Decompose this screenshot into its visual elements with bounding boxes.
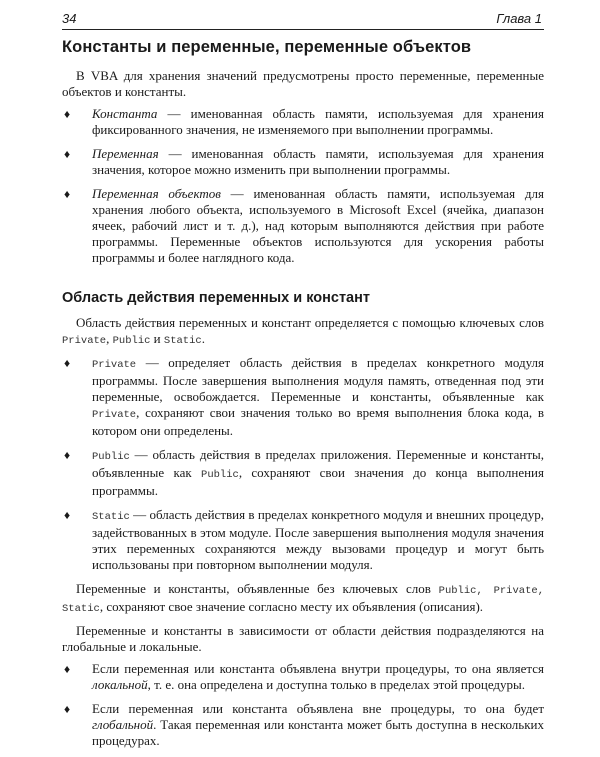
list-item: [62, 355, 544, 439]
chapter-label: Глава 1: [496, 11, 542, 26]
scopes-list: [62, 355, 544, 573]
keyword: Static: [163, 335, 202, 347]
diamond-bullet-icon: ♦: [64, 448, 71, 462]
definition-text: — именованная область памяти, используемая для хранения значения, которое можно изменить при выполнении программы.: [92, 146, 544, 177]
text: — область действия в пределах конкретного модуля и внешних процедур, задействованных в этом модуле. После завершения выполнения модуля значения этих переменных сохраняются между вызовами процедур и могут быть использованы при повторном выполнении модуля.: [92, 507, 544, 572]
list-item: [62, 186, 544, 266]
list-item: [62, 106, 544, 138]
diamond-bullet-icon: ♦: [64, 107, 71, 121]
text: и: [150, 331, 164, 346]
term: Переменная объектов: [92, 186, 221, 201]
text: — область действия в пределах приложения. Переменные и константы, объявленные как: [92, 447, 544, 480]
text: Если переменная или константа объявлена вне процедуры, то она будет: [92, 701, 544, 716]
text: . Такая переменная или константа может быть доступна в нескольких процедурах.: [92, 717, 544, 748]
keyword: Private: [62, 335, 107, 347]
subsection-title: Область действия переменных и констант: [62, 290, 370, 306]
diamond-bullet-icon: ♦: [64, 662, 71, 676]
term: локальной: [92, 677, 148, 692]
diamond-bullet-icon: ♦: [64, 508, 71, 522]
term: глобальной: [92, 717, 154, 732]
division-paragraph: Переменные и константы в зависимости от области действия подразделяются на глобальные и локальные.: [62, 623, 544, 654]
text: Область действия переменных и констант определяется с помощью ключевых слов: [76, 315, 544, 330]
text: Переменные и константы, объявленные без ключевых слов: [76, 581, 439, 596]
page-number: 34: [62, 11, 77, 26]
term: Переменная: [92, 146, 159, 161]
definition-text: — именованная область памяти, используемая для хранения любого объекта, используемого в Microsoft Excel (ячейка, диапазон ячеек, рабочий лист и т. д.), над которым выполняются действия при работе программы. Переменные объектов используются для ускорения работы программы и более наглядного кода.: [92, 186, 544, 265]
diamond-bullet-icon: ♦: [64, 147, 71, 161]
text: , т. е. она определена и доступна только в пределах этой процедуры.: [147, 677, 526, 692]
definition-text: — именованная область памяти, используемая для хранения фиксированного значения, не изменяемого при выполнении программы.: [92, 106, 544, 137]
list-item: [62, 661, 544, 693]
diamond-bullet-icon: ♦: [64, 356, 71, 370]
diamond-bullet-icon: ♦: [64, 187, 71, 201]
text: ,: [106, 331, 113, 346]
text: — определяет область действия в пределах конкретного модуля программы. После завершения выполнения модуля память, отведенная под эти переменные, освобождается. Переменные и константы, объявленные как: [92, 355, 544, 404]
definitions-list: [62, 106, 544, 266]
list-item: [62, 701, 544, 749]
keyword: Private: [92, 409, 137, 421]
list-item: [62, 146, 544, 178]
text: , сохраняют свое значение согласно месту их объявления (описания).: [99, 599, 484, 614]
keyword: Public: [92, 451, 130, 463]
keyword: Public: [112, 335, 151, 347]
text: Если переменная или константа объявлена внутри процедуры, то она является: [92, 661, 544, 676]
locality-list: [62, 661, 544, 749]
diamond-bullet-icon: ♦: [64, 702, 71, 716]
scope-intro-paragraph: [62, 315, 544, 349]
keyword: Public, Private, Static: [62, 585, 544, 615]
header-rule: [62, 29, 544, 30]
page-body: [62, 38, 544, 757]
list-item: [62, 447, 544, 499]
term: Константа: [92, 106, 158, 121]
text: , сохраняют свои значения до конца выполнения программы.: [92, 465, 544, 498]
intro-paragraph: В VBA для хранения значений предусмотрены просто переменные, переменные объектов и константы.: [62, 68, 544, 99]
text: , сохраняют свои значения только во время выполнения блока кода, в котором они определены.: [92, 405, 544, 438]
section-title: Константы и переменные, переменные объектов: [62, 38, 472, 56]
keyword: Private: [92, 359, 137, 371]
keyword: Public: [201, 469, 239, 481]
keyword: Static: [92, 511, 130, 523]
default-scope-paragraph: [62, 581, 544, 617]
list-item: [62, 507, 544, 573]
text: .: [201, 331, 205, 346]
